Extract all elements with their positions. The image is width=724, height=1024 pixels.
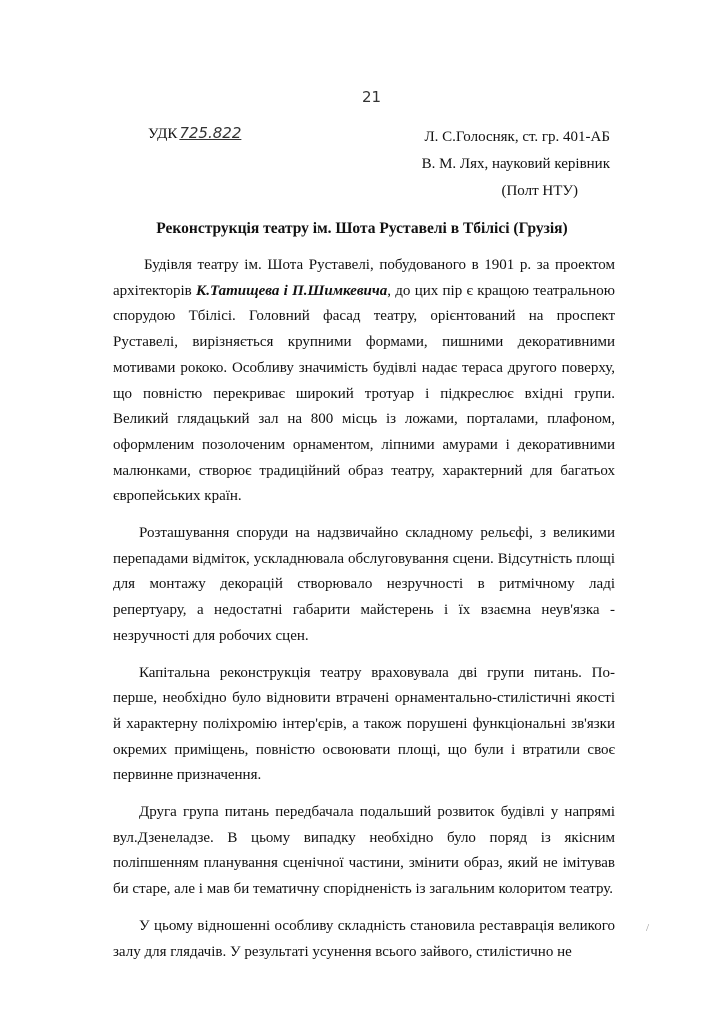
author-supervisor: В. М. Лях, науковий керівник xyxy=(421,156,610,172)
paragraph-5: У цьому відношенні особливу складність становила реставрація великого залу для глядачів. У результаті усунення всього зайвого, стилістично не xyxy=(113,917,615,960)
page-number: 21 xyxy=(362,88,382,106)
paragraph-1-rest: , до цих пір є кращою театральною спорудою Тбілісі. Головний фасад театру, орієнтований на проспект Руставелі, вирізняється крупними формами, пишними декоративними мотивами рококо. Особливу значимість будівлі надає тераса другого поверху, що повністю перекриває широкий тротуар і підкреслює вхідні групи. Великий глядацький зал на 800 місць із ложами, порталами, плафоном, оформленим позолоченим орнаментом, ліпними амурами і декоративними малюнками, створює традиційний образ театру, характерний для багатьох європейських країн. xyxy=(113,282,615,505)
author-student: Л. С.Голосняк, ст. гр. 401-АБ xyxy=(424,129,610,145)
paragraph-4: Друга група питань передбачала подальший розвиток будівлі у напрямі вул.Дзенеладзе. В цьому випадку необхідно було поряд із якісним поліпшенням планування сценічної частини, змінити образ, який не імітував би старе, але і мав би тематичну спорідненість із загальним колоритом театру. xyxy=(113,804,615,898)
paragraph-1-start: Будівля театру ім. Шота Руставелі, побудованого в 1901 р. за проектом архітекторів xyxy=(113,257,615,299)
article-body xyxy=(113,253,615,976)
architect-names: К.Татищева і П.Шимкевича xyxy=(196,282,388,299)
paragraph-3: Капітальна реконструкція театру враховувала дві групи питань. По-перше, необхідно було відновити втрачені орнаментально-стилістичні якості й характерну поліхромію інтер'єрів, а також порушені функціональні зв'язки окремих приміщень, повністю освоювати площі, що були і втратили своє первинне призначення. xyxy=(113,664,615,784)
udk-line xyxy=(148,124,247,143)
paragraph-2: Розташування споруди на надзвичайно складному рельєфі, з великими перепадами відміток, ускладнювала обслуговування сцени. Відсутність площі для монтажу декорацій створювало незручності в ритмічному ладі репертуару, а недостатні габарити майстерень і їх взаємна неув'язка - незручності для робочих сцен. xyxy=(113,525,615,644)
udk-code: 725.822 xyxy=(179,124,242,142)
margin-mark: / xyxy=(646,922,650,934)
udk-label: УДК xyxy=(148,126,178,142)
paragraph-1 xyxy=(113,253,615,510)
author-institution: (Полт НТУ) xyxy=(501,183,578,199)
author-block xyxy=(422,124,610,205)
article-title: Реконструкція театру ім. Шота Руставелі в Тбілісі (Грузія) xyxy=(156,220,568,237)
